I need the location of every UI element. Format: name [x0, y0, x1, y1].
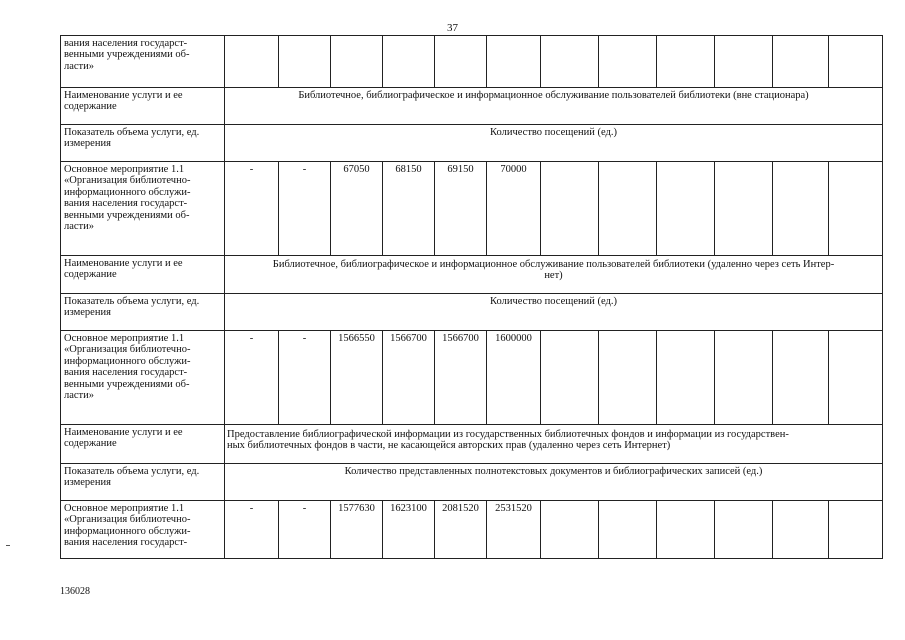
indicator-text: Количество представленных полнотекстовых документов и библиографических записей (ед.) — [225, 464, 883, 501]
service-name-text: Предоставление библиографической информации из государственных библиотечных фондов и информации из государствен- ных библиотечных фондов в части, не касающейся авторских прав (удаленно через сеть Интернет) — [225, 425, 883, 464]
value-cell — [599, 501, 657, 559]
value-cell — [715, 501, 773, 559]
indicator-text: Количество посещений (ед.) — [225, 294, 883, 331]
value-cell — [657, 501, 715, 559]
value-cell — [715, 162, 773, 256]
service-name-text: Библиотечное, библиографическое и информационное обслуживание пользователей библиотеки (удаленно через сеть Интер- нет) — [225, 256, 883, 294]
indicator-row — [61, 294, 883, 331]
service-name-label: Наименование услуги и ее содержание — [61, 425, 225, 464]
indicator-row — [61, 125, 883, 162]
event-row — [61, 501, 883, 559]
value-cell: 67050 — [331, 162, 383, 256]
services-table — [60, 35, 883, 559]
value-cell — [541, 331, 599, 425]
continued-row — [61, 36, 883, 88]
event-label: Основное мероприятие 1.1 «Организация библиотечно- информационного обслужи- вания населения государст- — [61, 501, 225, 559]
value-cell: 69150 — [435, 162, 487, 256]
event-row — [61, 331, 883, 425]
value-cell — [773, 331, 829, 425]
service-name-row — [61, 88, 883, 125]
value-cell: - — [225, 162, 279, 256]
event-label: Основное мероприятие 1.1 «Организация библиотечно- информационного обслужи- вания населения государст- венными учреждениями об- ласти» — [61, 162, 225, 256]
value-cell — [829, 162, 883, 256]
value-cell: 2531520 — [487, 501, 541, 559]
indicator-row — [61, 464, 883, 501]
footer-code: 136028 — [60, 586, 90, 597]
value-cell — [541, 162, 599, 256]
indicator-text: Количество посещений (ед.) — [225, 125, 883, 162]
value-cell — [829, 331, 883, 425]
indicator-label: Показатель объема услуги, ед. измерения — [61, 125, 225, 162]
value-cell — [657, 162, 715, 256]
value-cell — [715, 331, 773, 425]
value-cell — [829, 501, 883, 559]
service-name-row — [61, 425, 883, 464]
value-cell: 68150 — [383, 162, 435, 256]
value-cell: - — [225, 331, 279, 425]
value-cell: 1566700 — [383, 331, 435, 425]
value-cell: - — [279, 501, 331, 559]
service-name-row — [61, 256, 883, 294]
value-cell — [773, 501, 829, 559]
value-cell: 2081520 — [435, 501, 487, 559]
page-number: 37 — [447, 22, 458, 34]
value-cell: 1566700 — [435, 331, 487, 425]
value-cell: - — [279, 162, 331, 256]
event-row — [61, 162, 883, 256]
service-name-text: Библиотечное, библиографическое и информационное обслуживание пользователей библиотеки (вне стационара) — [225, 88, 883, 125]
indicator-label: Показатель объема услуги, ед. измерения — [61, 464, 225, 501]
indicator-label: Показатель объема услуги, ед. измерения — [61, 294, 225, 331]
event-label: Основное мероприятие 1.1 «Организация библиотечно- информационного обслужи- вания населения государст- венными учреждениями об- ласти» — [61, 331, 225, 425]
value-cell: 70000 — [487, 162, 541, 256]
value-cell: 1600000 — [487, 331, 541, 425]
value-cell — [599, 331, 657, 425]
margin-mark — [6, 545, 10, 546]
service-name-label: Наименование услуги и ее содержание — [61, 256, 225, 294]
continued-label: вания населения государст- венными учреждениями об- ласти» — [61, 36, 225, 88]
service-name-label: Наименование услуги и ее содержание — [61, 88, 225, 125]
value-cell — [657, 331, 715, 425]
value-cell: 1566550 — [331, 331, 383, 425]
value-cell: 1623100 — [383, 501, 435, 559]
value-cell — [773, 162, 829, 256]
value-cell — [541, 501, 599, 559]
value-cell: - — [225, 501, 279, 559]
value-cell: 1577630 — [331, 501, 383, 559]
value-cell — [599, 162, 657, 256]
value-cell: - — [279, 331, 331, 425]
